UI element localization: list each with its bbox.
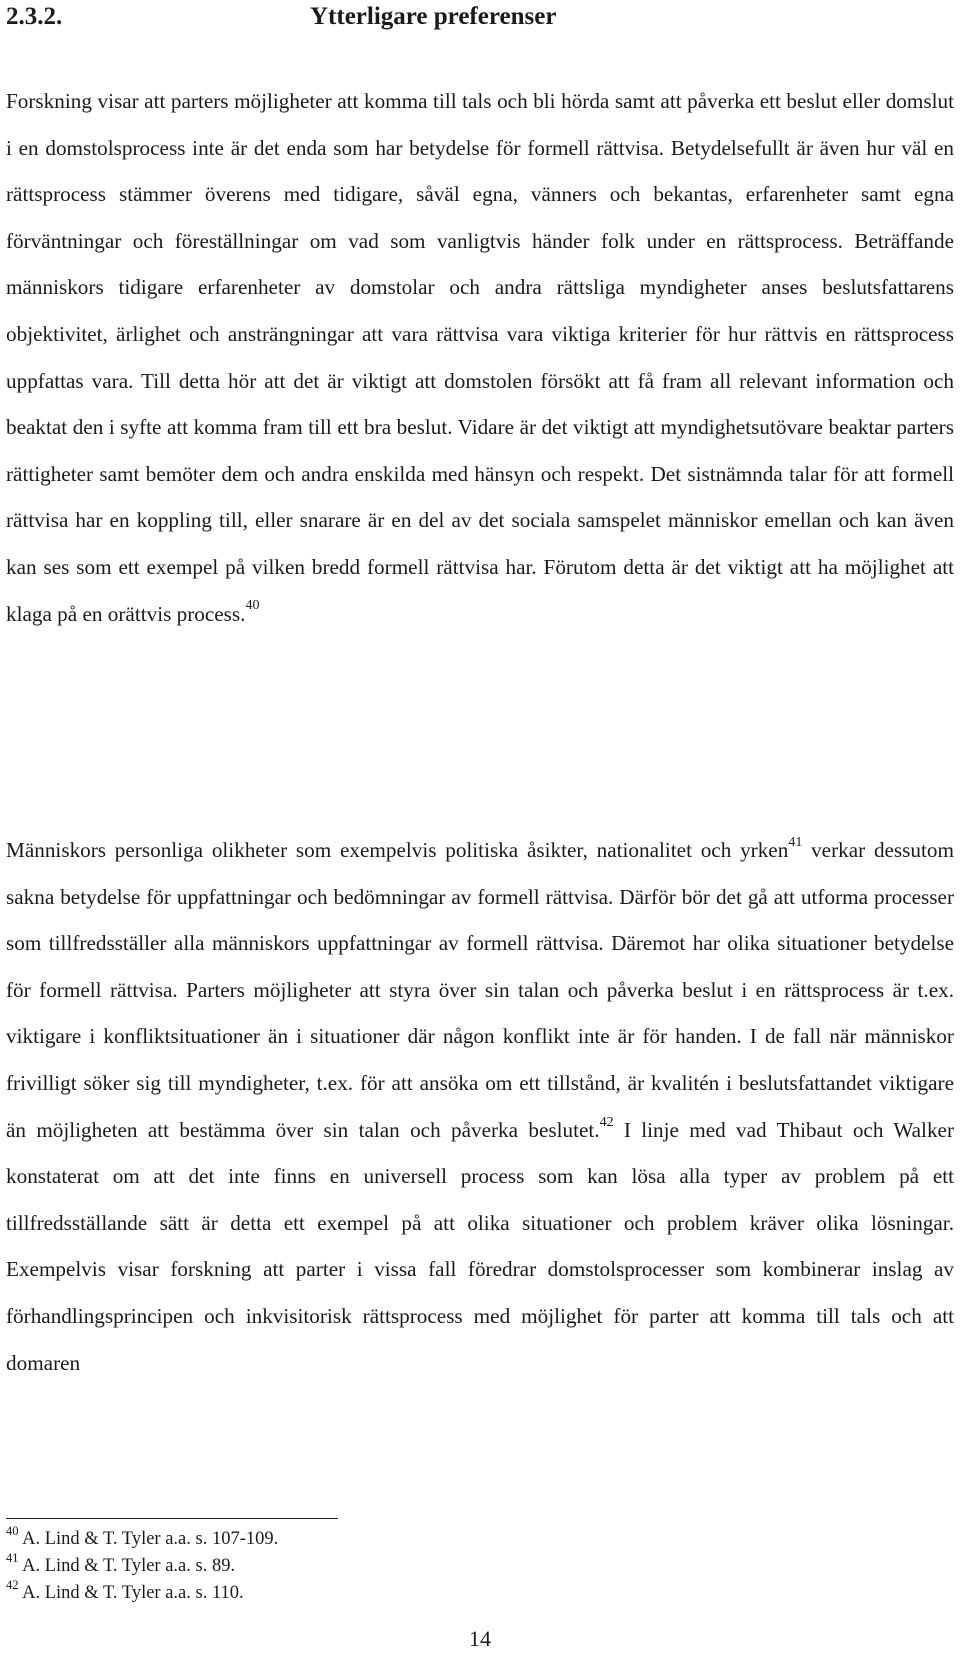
body-paragraph-2 — [6, 827, 954, 1386]
footnote-separator — [6, 1518, 338, 1519]
footnote-reference-40[interactable]: 40 — [245, 598, 260, 614]
paragraph-text: verkar dessutom sakna betydelse för uppfattningar och bedömningar av formell rättvisa. Därför bör det gå att utforma processer som tillfredsställer alla människors uppfattningar av formell rättvisa. Däremot har olika situationer betydelse för formell rättvisa. Parters möjligheter att styra över sin talan och påverka beslut i en rättsprocess är t.ex. viktigare i konfliktsituationer än i situationer där någon konflikt inte är för handen. I de fall när människor frivilligt söker sig till myndigheter, t.ex. för att ansöka om ett tillstånd, är kvalitén i beslutsfattandet viktigare än möjligheten att bestämma över sin talan och påverka beslutet. — [6, 838, 954, 1142]
footnote-41 — [6, 1550, 278, 1580]
footnote-42 — [6, 1577, 278, 1607]
footnote-reference-41[interactable]: 41 — [788, 834, 803, 850]
page-number: 14 — [469, 1626, 491, 1651]
footnote-text: A. Lind & T. Tyler a.a. s. 110. — [18, 1583, 244, 1603]
footnote-number: 42 — [6, 1577, 19, 1592]
paragraph-text: Forskning visar att parters möjligheter att komma till tals och bli hörda samt att påverka ett beslut eller domslut i en domstolsprocess inte är det enda som har betydelse för formell rättvisa. Betydelsefullt är även hur väl en rättsprocess stämmer överens med tidigare, såväl egna, vänners och bekantas, erfarenheter samt egna förväntningar och föreställningar om vad som vanligtvis händer folk under en rättsprocess. Beträffande människors tidigare erfarenheter av domstolar och andra rättsliga myndigheter anses beslutsfattarens objektivitet, ärlighet och ansträngningar att vara rättvisa vara viktiga kriterier för hur rättvis en rättsprocess uppfattas vara. Till detta hör att det är viktigt att domstolen försökt att få fram all relevant information och beaktat den i syfte att komma fram till ett bra beslut. Vidare är det viktigt att myndighetsutövare beaktar parters rättigheter samt bemöter dem och andra enskilda med hänsyn och respekt. Det sistnämnda talar för att formell rättvisa har en koppling till, eller snarare är en del av det sociala samspelet människor emellan och kan även kan ses som ett exempel på vilken bredd formell rättvisa har. Förutom detta är det viktigt att ha möjlighet att klaga på en orättvis process. — [6, 89, 954, 626]
footnote-number: 41 — [6, 1550, 19, 1565]
footnote-reference-42[interactable]: 42 — [599, 1114, 614, 1130]
section-number: 2.3.2. — [6, 3, 63, 30]
footnote-number: 40 — [6, 1523, 19, 1538]
footnote-40 — [6, 1523, 279, 1553]
paragraph-text: I linje med vad Thibaut och Walker konstaterat om att det inte finns en universell process som kan lösa alla typer av problem på ett tillfredsställande sätt är detta ett exempel på att olika situationer och problem kräver olika lösningar. Exempelvis visar forskning att parter i vissa fall föredrar domstolsprocesser som kombinerar inslag av förhandlingsprincipen och inkvisitorisk rättsprocess med möjlighet för parter att komma till tals och att domaren — [6, 1117, 954, 1375]
footnote-text: A. Lind & T. Tyler a.a. s. 107-109. — [18, 1529, 279, 1549]
footnotes-list — [6, 1523, 279, 1607]
body-paragraph-1 — [6, 78, 954, 637]
footnote-text: A. Lind & T. Tyler a.a. s. 89. — [18, 1556, 236, 1576]
section-title: Ytterligare preferenser — [310, 3, 557, 30]
paragraph-text: Människors personliga olikheter som exempelvis politiska åsikter, nationalitet och yrken — [6, 838, 789, 862]
